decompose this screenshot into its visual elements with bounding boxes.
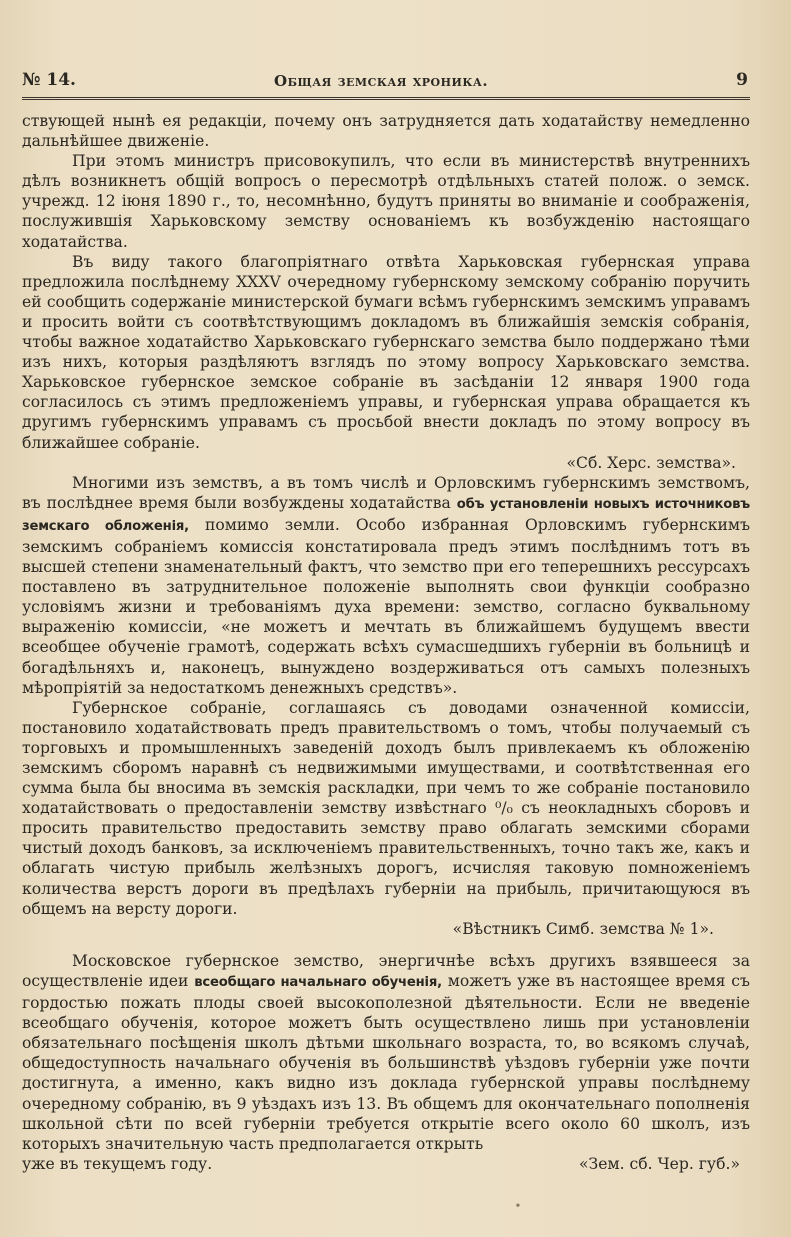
bold-phrase: объ установленіи новыхъ источниковъ земскаго обложенія, (22, 496, 750, 534)
bold-phrase: всеобщаго начальнаго обученія, (194, 974, 442, 990)
paragraph-text: уже въ текущемъ году. (22, 1154, 213, 1173)
paragraph-text: Московское губернское земство, энергичнѣе всѣхъ другихъ взявшееся за осуществленіе идеи (22, 951, 750, 990)
page-number: 9 (736, 70, 748, 90)
issue-number: № 14. (22, 70, 76, 90)
section-gap (22, 939, 750, 951)
footer-mark: ∙ (515, 1198, 521, 1212)
paragraph: ствующей нынѣ ея редакціи, почему онъ затрудняется дать ходатайству немедленно дальнѣйшее движеніе. (22, 112, 750, 151)
paragraph (22, 473, 750, 698)
article-body (22, 111, 750, 1174)
section-title: Общая земская хроника. (274, 72, 489, 90)
closing-line (22, 1154, 750, 1174)
paragraph (22, 951, 750, 1154)
running-header (22, 68, 748, 96)
paragraph: При этомъ министръ присовокупилъ, что если въ министерствѣ внутреннихъ дѣлъ возникнетъ общій вопросъ о пересмотрѣ отдѣльныхъ статей полож. о земск. учрежд. 12 іюня 1890 г., то, несомнѣнно, будутъ приняты во вниманіе и соображенія, послужившія Харьковскому земству основаніемъ къ возбужденію настоящаго ходатайства. (22, 152, 750, 251)
paragraph-text: можетъ уже въ настоящее время съ гордостью пожать плоды своей высокополезной дѣятельности. Если не введеніе всеобщаго обученія, которое можетъ быть осуществлено лишь при установленіи обязательнаго посѣщенія школъ дѣтьми школьнаго возраста, то, во всякомъ случаѣ, общедоступность начальнаго обученія въ большинствѣ уѣздовъ губерніи уже почти достигнута, а именно, какъ видно изъ доклада губернской управы послѣднему очередному собранію, въ 9 уѣздахъ изъ 13. Въ общемъ для окончательнаго пополненія школьной сѣти по всей губерніи требуется открытіе всего около 60 школъ, изъ которыхъ значительную часть предполагается открыть (22, 971, 750, 1153)
paragraph-text: Многими изъ земствъ, а въ томъ числѣ и Орловскимъ губернскимъ земствомъ, въ послѣднее время были возбуждены ходатайства (22, 473, 750, 512)
paragraph: Губернское собраніе, соглашаясь съ доводами означенной комиссіи, постановило ходатайствовать предъ правительствомъ о томъ, чтобы получаемый съ торговыхъ и промышленныхъ заведеній доходъ былъ привлекаемъ къ обложенію земскимъ сборомъ наравнѣ съ недвижимыми имуществами, и соотвѣтственная его сумма была бы вносима въ земскія раскладки, при чемъ то же собраніе постановило ходатайствовать о предоставленіи земству извѣстнаго ⁰/₀ съ неокладныхъ сборовъ и просить правительство предоставить земству право облагать земскими сборами чистый доходъ банковъ, за исключеніемъ правительственныхъ, точно такъ же, какъ и облагать чистую прибыль желѣзныхъ дорогъ, исчисляя таковую помноженіемъ количества верстъ дороги въ предѣлахъ губерніи на прибыль, причитающуюся въ общемъ на версту дороги. (22, 698, 750, 918)
paragraph-text: помимо земли. Особо избранная Орловскимъ губернскимъ земскимъ собраніемъ комиссія констатировала предъ этимъ послѣднимъ тотъ въ высшей степени знаменательный фактъ, что земство при его теперешнихъ рессурсахъ поставлено въ затруднительное положеніе выполнять свои функціи сообразно условіямъ жизни и требованіямъ духа времени: земство, согласно буквальному выраженію комиссіи, «не можетъ и мечтать въ ближайшемъ будущемъ ввести всеобщее обученіе грамотѣ, содержать всѣхъ сумасшедшихъ губерніи въ больницѣ и богадѣльняхъ и, наконецъ, вынуждено воздерживаться отъ самыхъ полезныхъ мѣропріятій за недостаткомъ денежныхъ средствъ». (22, 515, 750, 697)
source-citation: «Вѣстникъ Симб. земства № 1». (452, 919, 714, 938)
paragraph: Въ виду такого благопріятнаго отвѣта Харьковская губернская управа предложила послѣднему XXXV очередному губернскому земскому собранію поручить ей сообщить содержаніе министерской бумаги всѣмъ губернскимъ земскимъ управамъ и просить войти съ соотвѣтствующимъ докладомъ въ ближайшія земскія собранія, чтобы важное ходатайство Харьковскаго губернскаго земства было поддержано тѣми изъ нихъ, которыя раздѣляютъ взглядъ по этому вопросу Харьковскаго земства. Харьковское губернское земское собраніе въ засѣданіи 12 января 1900 года согласилось съ этимъ предложеніемъ управы, и губернская управа обращается къ другимъ губернскимъ управамъ съ просьбой внести докладъ по этому вопросу въ ближайшее собраніе. (22, 252, 750, 452)
source-citation: «Сб. Херс. земства». (566, 453, 736, 472)
header-rule (22, 97, 750, 100)
source-citation: «Зем. сб. Чер. губ.» (579, 1154, 740, 1173)
